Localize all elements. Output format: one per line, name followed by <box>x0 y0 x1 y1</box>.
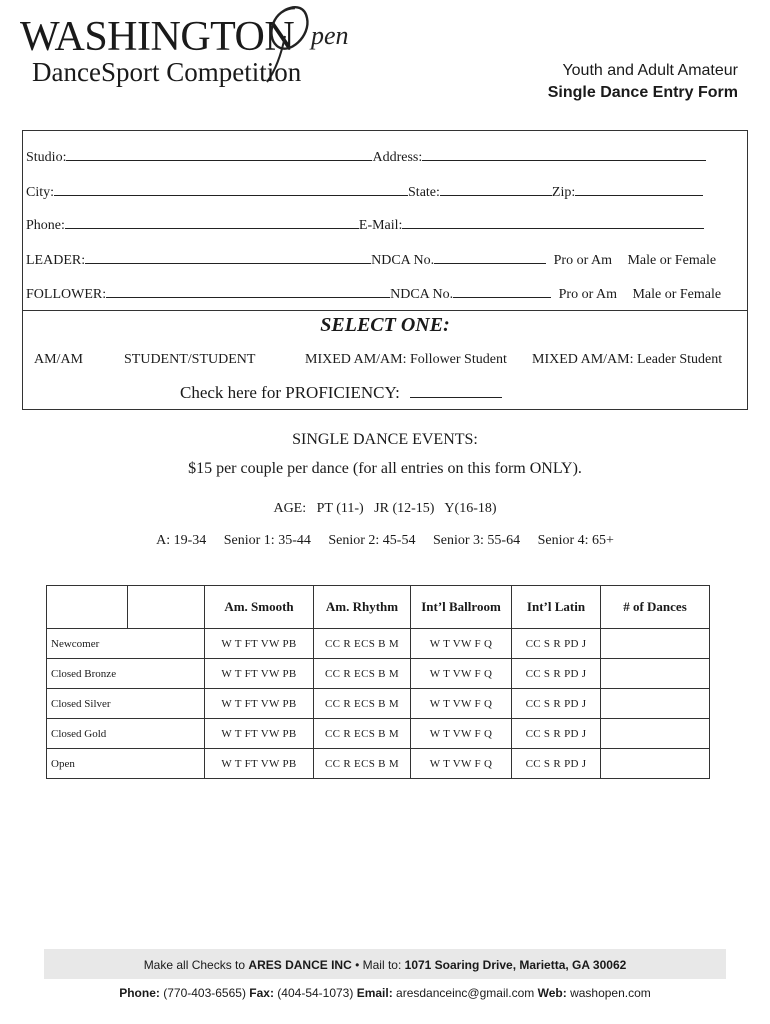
table-header-row <box>47 586 710 629</box>
age-divisions-line1: AGE: PT (11-) JR (12-15) Y(16-18) <box>273 501 497 516</box>
num-dances-field[interactable] <box>601 719 710 749</box>
ballroom-dances[interactable]: W T VW F Q <box>411 659 512 689</box>
num-dances-field[interactable] <box>601 629 710 659</box>
rhythm-dances[interactable]: CC R ECS B M <box>314 629 411 659</box>
mail-prefix: • Mail to: <box>351 958 405 972</box>
level-label: Closed Bronze <box>47 659 205 689</box>
checks-payee: ARES DANCE INC <box>248 958 352 972</box>
follower-field[interactable] <box>106 284 390 298</box>
table-row <box>47 749 710 779</box>
follower-label: FOLLOWER: <box>26 287 107 302</box>
table-row <box>47 689 710 719</box>
level-label: Newcomer <box>47 629 205 659</box>
latin-dances[interactable]: CC S R PD J <box>512 719 601 749</box>
smooth-dances[interactable]: W T FT VW PB <box>205 749 314 779</box>
phone-label: Phone: <box>26 218 65 233</box>
proficiency-label: Check here for PROFICIENCY: <box>180 383 400 402</box>
leader-ndca-label: NDCA No. <box>371 253 435 268</box>
header-intl-latin: Int’l Latin <box>512 586 601 629</box>
checks-prefix: Make all Checks to <box>143 958 249 972</box>
latin-dances[interactable]: CC S R PD J <box>512 659 601 689</box>
box-divider <box>22 310 748 311</box>
latin-dances[interactable]: CC S R PD J <box>512 749 601 779</box>
option-mixed-leader-student[interactable]: MIXED AM/AM: Leader Student <box>532 352 723 367</box>
city-row <box>26 182 703 201</box>
level-label: Closed Silver <box>47 689 205 719</box>
option-am-am[interactable]: AM/AM <box>34 352 84 367</box>
events-table <box>46 585 710 779</box>
zip-label: Zip: <box>551 185 576 200</box>
table-row <box>47 629 710 659</box>
smooth-dances[interactable]: W T FT VW PB <box>205 659 314 689</box>
smooth-dances[interactable]: W T FT VW PB <box>205 689 314 719</box>
events-title: SINGLE DANCE EVENTS: <box>292 431 478 448</box>
svg-text:pen: pen <box>311 21 349 50</box>
table-row <box>47 659 710 689</box>
email-value[interactable]: aresdanceinc@gmail.com <box>392 986 538 1000</box>
leader-row <box>26 250 716 269</box>
form-title-line1: Youth and Adult Amateur <box>562 62 738 79</box>
header-am-rhythm: Am. Rhythm <box>314 586 411 629</box>
rhythm-dances[interactable]: CC R ECS B M <box>314 749 411 779</box>
phone-field[interactable] <box>65 215 359 229</box>
header-am-smooth: Am. Smooth <box>205 586 314 629</box>
num-dances-field[interactable] <box>601 659 710 689</box>
select-one-heading: SELECT ONE: <box>320 314 450 336</box>
leader-label: LEADER: <box>26 253 86 268</box>
header-intl-ballroom: Int’l Ballroom <box>411 586 512 629</box>
web-value[interactable]: washopen.com <box>566 986 651 1000</box>
table-row <box>47 719 710 749</box>
entry-info-box <box>22 130 748 410</box>
ballroom-dances[interactable]: W T VW F Q <box>411 689 512 719</box>
rhythm-dances[interactable]: CC R ECS B M <box>314 689 411 719</box>
footer-contact-line <box>0 986 770 1000</box>
proficiency-checkbox[interactable] <box>410 383 502 398</box>
follower-row <box>26 284 721 303</box>
events-price: $15 per couple per dance (for all entries on this form ONLY). <box>188 460 582 477</box>
ballroom-dances[interactable]: W T VW F Q <box>411 719 512 749</box>
leader-ndca-field[interactable] <box>434 250 546 264</box>
fax-value: (404-54-1073) <box>273 986 357 1000</box>
email-field[interactable] <box>402 215 704 229</box>
city-label: City: <box>26 185 55 200</box>
leader-pro-am[interactable]: Pro or Am <box>553 253 612 268</box>
follower-ndca-label: NDCA No. <box>390 287 454 302</box>
smooth-dances[interactable]: W T FT VW PB <box>205 719 314 749</box>
phone-value: (770-403-6565) <box>159 986 250 1000</box>
email-label: Email: <box>356 986 393 1000</box>
header-num-dances: # of Dances <box>601 586 710 629</box>
zip-field[interactable] <box>575 182 703 196</box>
logo-wordmark: WASHINGTON <box>20 14 295 60</box>
studio-field[interactable] <box>66 147 372 161</box>
level-label: Closed Gold <box>47 719 205 749</box>
state-field[interactable] <box>440 182 552 196</box>
studio-label: Studio: <box>26 150 67 165</box>
logo-subtitle: DanceSport Competition <box>32 57 302 87</box>
fax-label: Fax: <box>249 986 274 1000</box>
latin-dances[interactable]: CC S R PD J <box>512 629 601 659</box>
form-title-line2: Single Dance Entry Form <box>547 84 738 101</box>
web-label: Web: <box>537 986 567 1000</box>
email-label: E-Mail: <box>358 218 403 233</box>
num-dances-field[interactable] <box>601 749 710 779</box>
option-mixed-follower-student[interactable]: MIXED AM/AM: Follower Student <box>305 352 507 367</box>
address-label: Address: <box>372 150 423 165</box>
phone-row <box>26 215 704 234</box>
proficiency-row <box>180 383 502 403</box>
follower-pro-am[interactable]: Pro or Am <box>558 287 617 302</box>
ballroom-dances[interactable]: W T VW F Q <box>411 629 512 659</box>
leader-male-female[interactable]: Male or Female <box>627 253 717 268</box>
option-student-student[interactable]: STUDENT/STUDENT <box>124 352 256 367</box>
follower-ndca-field[interactable] <box>453 284 551 298</box>
state-label: State: <box>408 185 440 200</box>
leader-field[interactable] <box>85 250 371 264</box>
follower-male-female[interactable]: Male or Female <box>632 287 722 302</box>
num-dances-field[interactable] <box>601 689 710 719</box>
level-label: Open <box>47 749 205 779</box>
footer-mail-line <box>0 958 770 972</box>
studio-row <box>26 147 706 166</box>
age-divisions-line2: A: 19-34 Senior 1: 35-44 Senior 2: 45-54 Senior 3: 55-64 Senior 4: 65+ <box>156 533 614 548</box>
rhythm-dances[interactable]: CC R ECS B M <box>314 659 411 689</box>
ballroom-dances[interactable]: W T VW F Q <box>411 749 512 779</box>
smooth-dances[interactable]: W T FT VW PB <box>205 629 314 659</box>
city-field[interactable] <box>54 182 408 196</box>
phone-label: Phone: <box>119 986 160 1000</box>
address-field[interactable] <box>422 147 706 161</box>
mail-address: 1071 Soaring Drive, Marietta, GA 30062 <box>404 958 627 972</box>
header-blank-2 <box>128 586 205 629</box>
rhythm-dances[interactable]: CC R ECS B M <box>314 719 411 749</box>
latin-dances[interactable]: CC S R PD J <box>512 689 601 719</box>
header-blank-1 <box>47 586 128 629</box>
